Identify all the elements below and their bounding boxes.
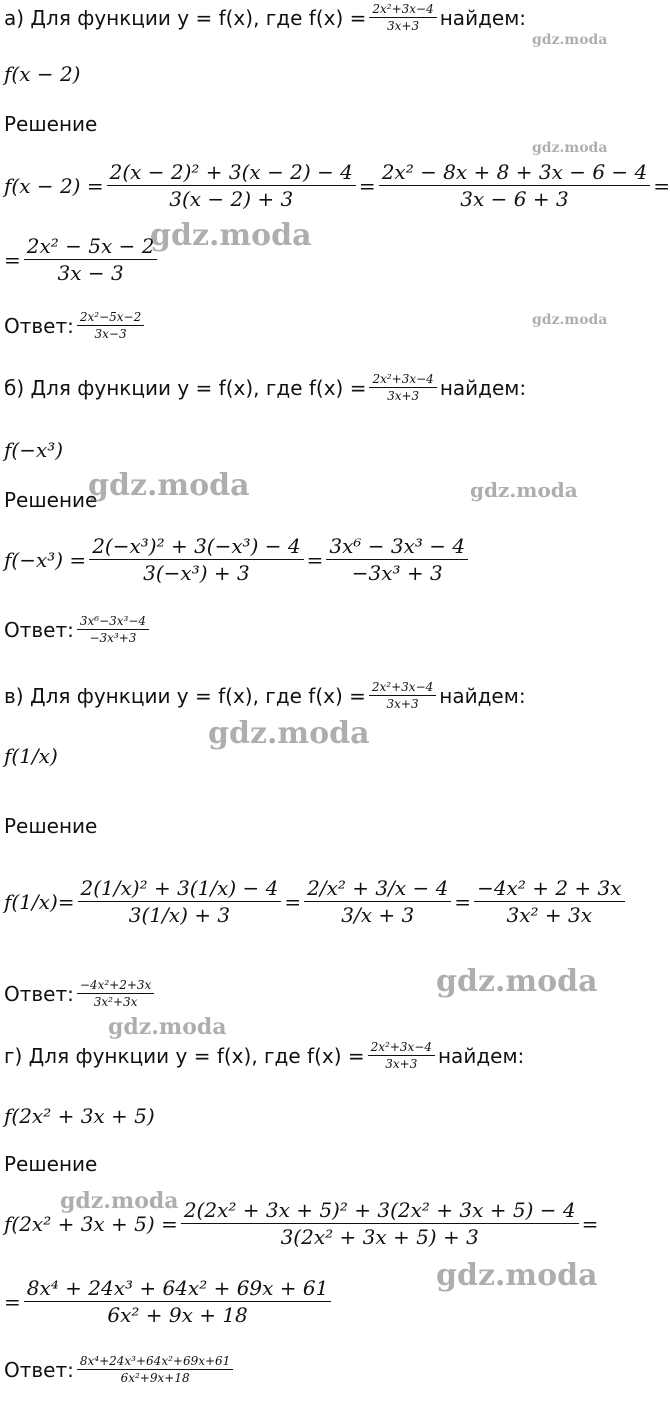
- part-b-intro-line: [4, 372, 526, 403]
- step-lhs: f(x − 2) =: [4, 173, 104, 198]
- fraction-numerator: 2(x − 2)² + 3(x − 2) − 4: [107, 160, 356, 186]
- step-fraction: [107, 160, 356, 211]
- fraction-denominator: 3x+3: [387, 19, 420, 33]
- answer-label: Ответ:: [4, 1357, 74, 1382]
- part-a-answer: [4, 310, 147, 341]
- fraction-numerator: 2x²+3x−4: [369, 372, 436, 388]
- part-a-intro: а) Для функции y = f(x), где f(x) =: [4, 5, 367, 30]
- fraction-numerator: 2x²+3x−4: [369, 2, 436, 18]
- part-a-step-line-2: = $\frac{\text{2x² − 5x − 2}}{3x - 3}$: [4, 234, 160, 285]
- step-fraction: [89, 534, 303, 585]
- part-b-step-line: f(−x³) = $\frac{\text{2(−x³)² + 3(−x³) − 4}}{\text{3(−x³) + 3}}$ = $\frac{\text{3x⁶ − 3x³ − 4}}{\text{−3x³ + 3}}$: [4, 534, 471, 585]
- step-fraction: [304, 876, 451, 927]
- part-b-function-fraction: [369, 372, 436, 403]
- watermark: gdz.moda: [88, 468, 250, 503]
- fraction-denominator: 3x+3: [385, 1057, 418, 1071]
- fraction-numerator: −4x²+2+3x: [77, 978, 154, 994]
- fraction-numerator: 2/x² + 3/x − 4: [304, 876, 451, 902]
- fraction-numerator: 2(2x² + 3x + 5)² + 3(2x² + 3x + 5) − 4: [181, 1198, 579, 1224]
- step-fraction: [24, 1276, 332, 1327]
- step-fraction: [24, 234, 158, 285]
- watermark: gdz.moda: [532, 312, 608, 328]
- part-c-answer: [4, 978, 157, 1009]
- fraction-denominator: −3x³ + 3: [351, 561, 443, 585]
- part-d-intro: г) Для функции y = f(x), где f(x) =: [4, 1043, 365, 1068]
- fraction-numerator: 2(1/x)² + 3(1/x) − 4: [78, 876, 282, 902]
- intro-suffix: найдем:: [439, 375, 527, 400]
- part-a-function-fraction: [369, 2, 436, 33]
- part-b-expression: f(−x³): [4, 438, 64, 462]
- fraction-denominator: 3x − 6 + 3: [460, 187, 569, 211]
- intro-suffix: найдем:: [439, 683, 526, 708]
- fraction-denominator: 3x+3: [387, 389, 420, 403]
- watermark: gdz.moda: [532, 32, 608, 48]
- step-fraction: [474, 876, 624, 927]
- fraction-denominator: 3x² + 3x: [506, 903, 593, 927]
- watermark: gdz.moda: [60, 1188, 179, 1214]
- part-a-step-line-1: f(x − 2) = $\frac{\text{2(x − 2)² + 3(x − 2) − 4}}{3(x - 2) + 3}$ = $\frac{\text{2x² − 8x + 8 + 3x − 6 − 4}}{3x - 6 + 3}$ =: [4, 160, 670, 211]
- fraction-numerator: 2x²+3x−4: [369, 680, 436, 696]
- answer-fraction: [77, 1354, 233, 1385]
- part-c-expression: f(1/x): [4, 744, 58, 768]
- step-fraction: [181, 1198, 579, 1249]
- fraction-numerator: 3x⁶−3x³−4: [77, 614, 149, 630]
- fraction-denominator: 3x+3: [386, 697, 419, 711]
- intro-suffix: найдем:: [439, 5, 527, 30]
- part-d-expression: f(2x² + 3x + 5): [4, 1104, 155, 1128]
- watermark: gdz.moda: [532, 140, 608, 156]
- watermark: gdz.moda: [436, 1258, 598, 1293]
- part-a-expression: f(x − 2): [4, 62, 81, 86]
- answer-label: Ответ:: [4, 313, 74, 338]
- fraction-denominator: 3/x + 3: [341, 903, 415, 927]
- part-d-solution-label: Решение: [4, 1152, 98, 1176]
- fraction-denominator: 6x² + 9x + 18: [107, 1303, 248, 1327]
- fraction-numerator: 8x⁴ + 24x³ + 64x² + 69x + 61: [24, 1276, 332, 1302]
- step-fraction: [379, 160, 651, 211]
- part-d-intro-line: [4, 1040, 524, 1071]
- fraction-denominator: 3(−x³) + 3: [143, 561, 250, 585]
- part-c-solution-label: Решение: [4, 814, 98, 838]
- step-lhs: f(2x² + 3x + 5) =: [4, 1211, 178, 1236]
- part-a-intro-line: [4, 2, 526, 33]
- fraction-denominator: 3x−3: [94, 327, 127, 341]
- part-b-intro: б) Для функции y = f(x), где f(x) =: [4, 375, 367, 400]
- fraction-denominator: 3(x − 2) + 3: [169, 187, 294, 211]
- fraction-numerator: 2x² − 5x − 2: [24, 234, 158, 260]
- step-fraction: [326, 534, 468, 585]
- part-b-solution-label: Решение: [4, 488, 98, 512]
- fraction-numerator: 3x⁶ − 3x³ − 4: [326, 534, 468, 560]
- part-c-function-fraction: [369, 680, 436, 711]
- fraction-denominator: −3x³+3: [89, 631, 137, 645]
- watermark: gdz.moda: [150, 218, 312, 253]
- part-d-function-fraction: [368, 1040, 435, 1071]
- answer-label: Ответ:: [4, 981, 74, 1006]
- fraction-numerator: 8x⁴+24x³+64x²+69x+61: [77, 1354, 233, 1370]
- watermark: gdz.moda: [470, 478, 578, 502]
- step-lhs: f(1/x): [4, 889, 58, 914]
- fraction-denominator: 3(1/x) + 3: [128, 903, 231, 927]
- answer-label: Ответ:: [4, 617, 74, 642]
- watermark: gdz.moda: [108, 1014, 227, 1040]
- fraction-denominator: 3x²+3x: [93, 995, 138, 1009]
- intro-suffix: найдем:: [437, 1043, 525, 1068]
- fraction-denominator: 3(2x² + 3x + 5) + 3: [280, 1225, 479, 1249]
- watermark: gdz.moda: [436, 964, 598, 999]
- fraction-numerator: −4x² + 2 + 3x: [474, 876, 624, 902]
- fraction-numerator: 2x²+3x−4: [368, 1040, 435, 1056]
- part-c-intro: в) Для функции y = f(x), где f(x) =: [4, 683, 366, 708]
- part-c-intro-line: [4, 680, 526, 711]
- watermark: gdz.moda: [208, 716, 370, 751]
- answer-fraction: [77, 978, 154, 1009]
- fraction-numerator: 2(−x³)² + 3(−x³) − 4: [89, 534, 303, 560]
- step-fraction: [78, 876, 282, 927]
- part-a-solution-label: Решение: [4, 112, 98, 136]
- answer-fraction: [77, 614, 149, 645]
- part-d-step-line-2: = $\frac{\text{8x⁴ + 24x³ + 64x² + 69x + 61}}{\text{6x² + 9x + 18}}$: [4, 1276, 334, 1327]
- step-lhs: f(−x³) =: [4, 547, 87, 572]
- fraction-numerator: 2x²−5x−2: [77, 310, 144, 326]
- part-d-answer: [4, 1354, 236, 1385]
- fraction-denominator: 3x − 3: [57, 261, 124, 285]
- part-c-step-line: f(1/x) = $\frac{\text{2(1/x)² + 3(1/x) − 4}}{3(1/x) + 3}$ = $\frac{\text{2/x² + 3/x − 4}}{3/x + 3}$ = $\frac{\text{−4x² + 2 + 3x}}{\text{3x² + 3x}}$: [4, 876, 628, 927]
- answer-fraction: [77, 310, 144, 341]
- fraction-denominator: 6x²+9x+18: [120, 1371, 190, 1385]
- part-b-answer: [4, 614, 152, 645]
- part-d-step-line-1: f(2x² + 3x + 5) = $\frac{\text{2(2x² + 3x + 5)² + 3(2x² + 3x + 5) − 4}}{\text{3(2x² + 3x + 5) + 3}}$ =: [4, 1198, 599, 1249]
- fraction-numerator: 2x² − 8x + 8 + 3x − 6 − 4: [379, 160, 651, 186]
